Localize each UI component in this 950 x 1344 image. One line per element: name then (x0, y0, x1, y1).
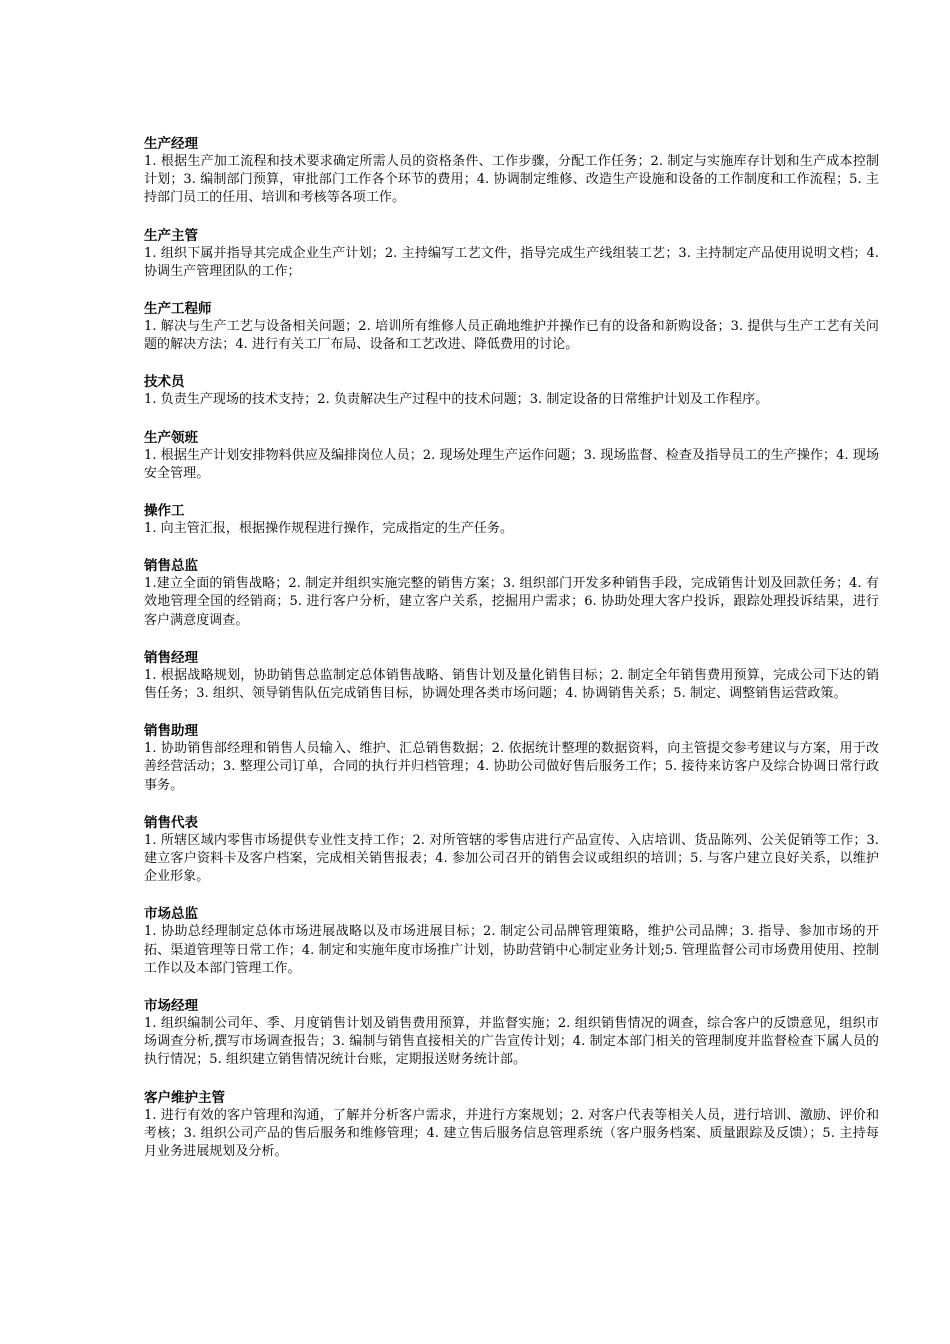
job-title: 生产领班 (144, 429, 198, 446)
job-section-sales-director (144, 557, 879, 630)
job-title: 生产工程师 (144, 301, 212, 318)
job-section-production-foreman (144, 429, 879, 483)
job-section-sales-manager (144, 649, 879, 703)
job-description: 1. 进行有效的客户管理和沟通，了解并分析客户需求，并进行方案规划；2. 对客户代表等相关人员，进行培训、激励、评价和考核；3. 组织公司产品的售后服务和维修管理；4. 建立售后服务信息管理系统（客户服务档案、质量跟踪及反馈）；5. 主持每月业务进展规划及分析。 (144, 1107, 879, 1160)
job-title: 市场经理 (144, 998, 198, 1015)
job-description: 1.建立全面的销售战略；2. 制定并组织实施完整的销售方案；3. 组织部门开发多种销售手段，完成销售计划及回款任务；4. 有效地管理全国的经销商；5. 进行客户分析，建立客户关系，挖掘用户需求；6. 协助处理大客户投诉，跟踪处理投诉结果，进行客户满意度调查。 (144, 576, 879, 628)
job-title: 销售助理 (144, 723, 198, 740)
job-description: 1. 协助销售部经理和销售人员输入、维护、汇总销售数据；2. 依据统计整理的数据资料，向主管提交参考建议与方案，用于改善经营活动；3. 整理公司订单，合同的执行并归档管理；4. 协助公司做好售后服务工作；5. 接待来访客户及综合协调日常行政事务。 (144, 741, 879, 793)
job-description: 1. 协助总经理制定总体市场进展战略以及市场进展目标；2. 制定公司品牌管理策略，维护公司品牌；3. 指导、参加市场的开拓、渠道管理等日常工作；4. 制定和实施年度市场推广计划，协助营销中心制定业务计划;5. 管理监督公司市场费用使用、控制工作以及本部门管理工作。 (144, 924, 879, 976)
job-description: 1. 向主管汇报，根据操作规程进行操作，完成指定的生产任务。 (144, 521, 514, 537)
job-description: 1. 根据战略规划，协助销售总监制定总体销售战略、销售计划及量化销售目标；2. 制定全年销售费用预算，完成公司下达的销售任务；3. 组织、领导销售队伍完成销售目标，协调处理各类市场问题；4. 协调销售关系；5. 制定、调整销售运营政策。 (144, 667, 879, 702)
job-title: 销售总监 (144, 558, 198, 575)
job-section-marketing-manager (144, 997, 879, 1070)
job-section-sales-assistant (144, 722, 879, 795)
job-title: 市场总监 (144, 906, 198, 923)
job-description: 1. 解决与生产工艺与设备相关问题；2. 培训所有维修人员正确地维护并操作已有的设备和新购设备；3. 提供与生产工艺有关问题的解决方法；4. 进行有关工厂布局、设备和工艺改进、降低费用的讨论。 (144, 319, 879, 353)
job-title: 客户维护主管 (144, 1089, 225, 1106)
job-section-operator (144, 502, 879, 538)
job-description: 1. 组织编制公司年、季、月度销售计划及销售费用预算，并监督实施；2. 组织销售情况的调查，综合客户的反馈意见，组织市场调查分析,撰写市场调查报告；3. 编制与销售直接相关的广告宣传计划；4. 制定本部门相关的管理制度并监督检查下属人员的执行情况；5. 组织建立销售情况统计台账，定期报送财务统计部。 (144, 1016, 879, 1068)
job-section-sales-representative (144, 814, 879, 887)
job-title: 销售代表 (144, 814, 198, 831)
job-title: 操作工 (144, 503, 185, 520)
job-description: 1. 所辖区域内零售市场提供专业性支持工作；2. 对所管辖的零售店进行产品宣传、入店培训、货品陈列、公关促销等工作；3. 建立客户资料卡及客户档案，完成相关销售报表；4. 参加公司召开的销售会议或组织的培训；5. 与客户建立良好关系，以维护企业形象。 (144, 832, 879, 885)
job-section-customer-care-supervisor (144, 1089, 879, 1162)
job-section-production-supervisor (144, 227, 879, 281)
job-description: 1. 根据生产加工流程和技术要求确定所需人员的资格条件、工作步骤，分配工作任务；2. 制定与实施库存计划和生产成本控制计划；3. 编制部门预算，审批部门工作各个环节的费用；4. 协调制定维修、改造生产设施和设备的工作制度和工作流程；5. 主持部门员工的任用、培训和考核等各项工作。 (144, 154, 879, 206)
job-title: 技术员 (144, 374, 185, 391)
job-title: 生产经理 (144, 136, 198, 152)
job-title: 生产主管 (144, 227, 198, 244)
job-description: 1. 组织下属并指导其完成企业生产计划；2. 主持编写工艺文件，指导完成生产线组装工艺；3. 主持制定产品使用说明文档；4. 协调生产管理团队的工作； (144, 245, 879, 279)
document-page (144, 135, 879, 1180)
job-section-production-manager (144, 135, 879, 208)
job-section-production-engineer (144, 300, 879, 354)
job-section-technician (144, 373, 879, 409)
job-description: 1. 根据生产计划安排物料供应及编排岗位人员；2. 现场处理生产运作问题；3. 现场监督、检查及指导员工的生产操作；4. 现场安全管理。 (144, 447, 879, 481)
job-description: 1. 负责生产现场的技术支持；2. 负责解决生产过程中的技术问题；3. 制定设备的日常维护计划及工作程序。 (144, 392, 769, 408)
job-title: 销售经理 (144, 649, 198, 666)
job-section-marketing-director (144, 905, 879, 978)
